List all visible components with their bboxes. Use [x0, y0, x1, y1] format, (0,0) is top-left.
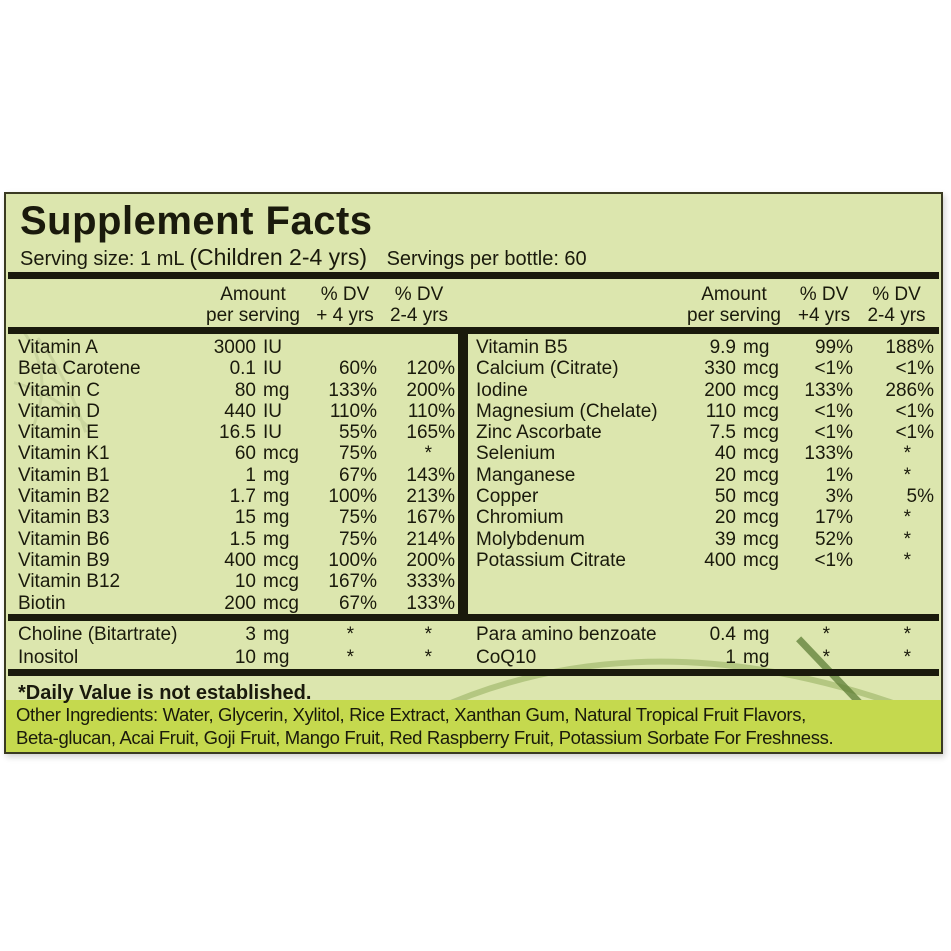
nutrient-dv-2-4yrs: 213% [406, 486, 455, 508]
spacer [468, 284, 676, 326]
nutrient-row [10, 550, 458, 571]
nutrient-dv-2-4yrs [380, 337, 458, 358]
nutrient-dv-2-4yrs: 143% [406, 464, 455, 486]
nutrient-amount: 7.5 [709, 422, 736, 444]
amount-header [196, 284, 310, 326]
nutrient-name: Vitamin A [18, 337, 98, 358]
nutrient-amount: 1.5 [229, 528, 256, 550]
nutrient-dv-2-4yrs: 5% [906, 486, 934, 508]
nutrient-amount: 3000 [213, 337, 256, 358]
nutrient-row [468, 358, 937, 379]
nutrient-name: Selenium [476, 443, 556, 465]
dv-2-4-header-line2: 2-4 yrs [867, 305, 926, 326]
nutrient-name: Vitamin K1 [18, 443, 110, 465]
nutrient-name: Vitamin B5 [476, 337, 568, 358]
nutrient-amount: 330 [704, 358, 736, 380]
nutrient-table-lower [6, 621, 941, 669]
nutrient-table-upper-right [468, 334, 937, 614]
nutrient-name: Vitamin B1 [18, 464, 110, 486]
nutrient-row [10, 647, 458, 670]
nutrient-dv-plus4yrs: 55% [338, 422, 377, 444]
other-ingredients-line1: Other Ingredients: Water, Glycerin, Xylitol, Rice Extract, Xanthan Gum, Natural Tropical Fruit Flavors, [16, 704, 806, 725]
nutrient-dv-plus4yrs: * [822, 646, 830, 668]
nutrient-dv-plus4yrs: 167% [328, 571, 377, 593]
nutrient-amount: 400 [224, 549, 256, 571]
nutrient-unit: mg [743, 646, 770, 668]
nutrient-amount: 3 [245, 624, 256, 645]
rule-below-upper-table [8, 614, 939, 621]
nutrient-unit: mcg [743, 549, 779, 571]
nutrient-name: Inositol [18, 646, 79, 668]
rule-below-headers [8, 327, 939, 334]
dv-plus4-header-line2: +4 yrs [797, 305, 851, 326]
nutrient-dv-plus4yrs: * [822, 624, 830, 645]
dv-plus4-header [792, 284, 856, 326]
nutrient-unit: mg [263, 486, 290, 508]
dv-plus4-header-line1: % DV [320, 284, 370, 305]
nutrient-row [468, 443, 937, 464]
column-gap [458, 621, 468, 669]
rule-below-serving [8, 272, 939, 279]
nutrient-row [10, 358, 458, 379]
column-divider [458, 334, 468, 614]
serving-size-text: Serving size: 1 mL [20, 248, 184, 270]
nutrient-dv-plus4yrs: <1% [814, 549, 853, 571]
nutrient-unit: IU [263, 422, 282, 444]
nutrient-dv-2-4yrs: 133% [406, 592, 455, 614]
amount-header-line2: per serving [687, 305, 781, 326]
column-headers-left [10, 281, 458, 326]
other-ingredients-band [6, 700, 941, 752]
nutrient-amount: 60 [234, 443, 256, 465]
nutrient-dv-2-4yrs: 188% [885, 337, 934, 358]
rule-below-lower-table [8, 669, 939, 676]
nutrient-dv-2-4yrs: <1% [895, 358, 934, 380]
nutrient-name: CoQ10 [476, 646, 537, 668]
nutrient-name: Vitamin B3 [18, 507, 110, 529]
nutrient-row [468, 422, 937, 443]
nutrient-dv-2-4yrs: 165% [406, 422, 455, 444]
nutrient-row [468, 337, 937, 358]
nutrient-dv-plus4yrs: 100% [328, 486, 377, 508]
nutrient-name: Magnesium (Chelate) [476, 400, 658, 422]
nutrient-row [468, 465, 937, 486]
nutrient-name: Molybdenum [476, 528, 585, 550]
nutrient-dv-2-4yrs: <1% [895, 422, 934, 444]
dv-2-4-header [380, 284, 458, 326]
nutrient-amount: 80 [234, 379, 256, 401]
amount-header [676, 284, 792, 326]
nutrient-dv-plus4yrs: 3% [825, 486, 853, 508]
nutrient-row [468, 550, 937, 571]
nutrient-unit: mcg [743, 358, 779, 380]
nutrient-name: Copper [476, 486, 539, 508]
nutrient-name: Vitamin D [18, 400, 101, 422]
nutrient-dv-plus4yrs: 52% [814, 528, 853, 550]
nutrient-unit: mcg [743, 528, 779, 550]
nutrient-name: Beta Carotene [18, 358, 141, 380]
nutrient-dv-plus4yrs: <1% [814, 358, 853, 380]
nutrient-dv-2-4yrs: * [424, 646, 432, 668]
column-header-row [10, 284, 458, 326]
other-ingredients-line2: Beta-glucan, Acai Fruit, Goji Fruit, Mango Fruit, Red Raspberry Fruit, Potassium Sorbate For Freshness. [16, 727, 834, 748]
nutrient-dv-2-4yrs: * [903, 624, 911, 645]
nutrient-row [468, 507, 937, 528]
nutrient-dv-2-4yrs: 110% [407, 400, 455, 422]
nutrient-row [10, 337, 458, 358]
nutrient-row [468, 624, 937, 647]
nutrient-row [10, 571, 458, 592]
nutrient-table-lower-left [10, 621, 458, 669]
nutrient-dv-plus4yrs [310, 337, 380, 358]
nutrient-name: Vitamin B9 [18, 549, 110, 571]
nutrient-dv-2-4yrs: * [424, 624, 432, 645]
nutrient-amount: 16.5 [219, 422, 256, 444]
nutrient-name: Vitamin C [18, 379, 101, 401]
nutrient-dv-plus4yrs: * [346, 624, 354, 645]
nutrient-dv-2-4yrs: 214% [406, 528, 455, 550]
dv-plus4-header [310, 284, 380, 326]
nutrient-row [10, 465, 458, 486]
nutrient-dv-plus4yrs: 75% [338, 507, 377, 529]
nutrient-unit: mg [263, 528, 290, 550]
nutrient-dv-2-4yrs: * [903, 464, 911, 486]
nutrient-dv-plus4yrs: <1% [814, 422, 853, 444]
nutrient-dv-plus4yrs: 99% [814, 337, 853, 358]
nutrient-dv-2-4yrs: * [903, 443, 911, 465]
dv-plus4-header-line1: % DV [799, 284, 849, 305]
nutrient-unit: mcg [743, 443, 779, 465]
nutrient-row [10, 401, 458, 422]
nutrient-dv-plus4yrs: 17% [814, 507, 853, 529]
nutrient-name: Vitamin B6 [18, 528, 110, 550]
column-header-band [6, 279, 941, 327]
nutrient-row [10, 529, 458, 550]
nutrient-row [10, 380, 458, 401]
nutrient-amount: 39 [714, 528, 736, 550]
nutrient-dv-2-4yrs: 333% [406, 571, 455, 593]
nutrient-row [10, 624, 458, 647]
nutrient-row [468, 380, 937, 401]
nutrient-amount: 20 [714, 507, 736, 529]
nutrient-name: Vitamin B2 [18, 486, 110, 508]
nutrient-row [468, 401, 937, 422]
nutrient-dv-plus4yrs: 133% [804, 379, 853, 401]
nutrient-name: Vitamin B12 [18, 571, 121, 593]
nutrient-table-upper-left [10, 334, 458, 614]
column-headers-right [468, 281, 937, 326]
nutrient-name: Zinc Ascorbate [476, 422, 602, 444]
nutrient-dv-2-4yrs: * [903, 528, 911, 550]
nutrient-name: Potassium Citrate [476, 549, 626, 571]
nutrient-amount: 40 [714, 443, 736, 465]
nutrient-amount: 400 [704, 549, 736, 571]
nutrient-name: Calcium (Citrate) [476, 358, 619, 380]
panel-title: Supplement Facts [20, 199, 373, 243]
nutrient-dv-plus4yrs: <1% [814, 400, 853, 422]
nutrient-unit: mcg [743, 422, 779, 444]
nutrient-unit: mcg [743, 464, 779, 486]
nutrient-amount: 1.7 [229, 486, 256, 508]
nutrient-name: Iodine [476, 379, 528, 401]
nutrient-amount: 440 [224, 400, 256, 422]
nutrient-unit: IU [263, 337, 282, 358]
nutrient-amount: 9.9 [709, 337, 736, 358]
nutrient-unit: mcg [263, 571, 299, 593]
nutrient-unit: mcg [743, 400, 779, 422]
nutrient-dv-plus4yrs: * [346, 646, 354, 668]
nutrient-unit: IU [263, 358, 282, 380]
nutrient-dv-plus4yrs: 110% [329, 400, 377, 422]
nutrient-dv-2-4yrs: 200% [406, 549, 455, 571]
nutrient-row [10, 486, 458, 507]
nutrient-dv-2-4yrs: 286% [885, 379, 934, 401]
nutrient-unit: mg [263, 507, 290, 529]
nutrient-table-upper [6, 334, 941, 614]
nutrient-amount: 1 [725, 646, 736, 668]
supplement-facts-panel [4, 192, 943, 754]
amount-header-line1: Amount [701, 284, 767, 305]
nutrient-dv-2-4yrs: 167% [406, 507, 455, 529]
nutrient-unit: IU [263, 400, 282, 422]
amount-header-line1: Amount [220, 284, 286, 305]
nutrient-amount: 110 [705, 400, 736, 422]
nutrient-dv-plus4yrs: 60% [338, 358, 377, 380]
dv-2-4-header [856, 284, 937, 326]
nutrient-name: Biotin [18, 592, 66, 614]
spacer [10, 284, 196, 326]
nutrient-unit: mcg [743, 486, 779, 508]
dv-2-4-header-line2: 2-4 yrs [389, 305, 449, 326]
nutrient-row [468, 647, 937, 670]
nutrient-table-lower-right [468, 621, 937, 669]
nutrient-dv-plus4yrs: 133% [804, 443, 853, 465]
amount-header-line2: per serving [206, 305, 300, 326]
nutrient-row [10, 443, 458, 464]
nutrient-dv-2-4yrs: 120% [406, 358, 455, 380]
nutrient-unit: mg [743, 337, 770, 358]
nutrient-unit: mg [743, 624, 770, 645]
nutrient-dv-2-4yrs: * [903, 549, 911, 571]
nutrient-dv-plus4yrs: 100% [328, 549, 377, 571]
dv-plus4-header-line2: + 4 yrs [316, 305, 374, 326]
nutrient-row [468, 486, 937, 507]
nutrient-dv-plus4yrs: 75% [338, 528, 377, 550]
nutrient-unit: mg [263, 379, 290, 401]
nutrient-dv-2-4yrs: <1% [895, 400, 934, 422]
dv-2-4-header-line1: % DV [872, 284, 921, 305]
nutrient-name: Vitamin E [18, 422, 99, 444]
nutrient-row [10, 507, 458, 528]
panel-content [6, 194, 941, 705]
nutrient-amount: 15 [234, 507, 256, 529]
servings-per-bottle-text: Servings per bottle: 60 [386, 248, 587, 270]
nutrient-row [468, 529, 937, 550]
nutrient-amount: 10 [234, 571, 256, 593]
nutrient-name: Chromium [476, 507, 564, 529]
nutrient-amount: 20 [714, 464, 736, 486]
nutrient-dv-plus4yrs: 1% [825, 464, 853, 486]
nutrient-amount: 0.1 [229, 358, 256, 380]
nutrient-unit: mg [263, 646, 290, 668]
nutrient-dv-2-4yrs: 200% [406, 379, 455, 401]
nutrient-dv-plus4yrs: 67% [338, 464, 377, 486]
nutrient-name: Para amino benzoate [476, 624, 657, 645]
nutrient-amount: 10 [234, 646, 256, 668]
nutrient-amount: 1 [245, 464, 256, 486]
nutrient-unit: mg [263, 464, 290, 486]
column-header-row [468, 284, 937, 326]
nutrient-row [10, 593, 458, 614]
nutrient-dv-plus4yrs: 75% [338, 443, 377, 465]
nutrient-dv-2-4yrs: * [903, 507, 911, 529]
nutrient-unit: mcg [263, 592, 299, 614]
nutrient-amount: 0.4 [709, 624, 736, 645]
nutrient-name: Choline (Bitartrate) [18, 624, 178, 645]
nutrient-amount: 200 [704, 379, 736, 401]
panel-header [6, 194, 941, 272]
serving-audience-text: (Children 2-4 yrs) [189, 244, 367, 270]
dv-2-4-header-line1: % DV [394, 284, 444, 305]
nutrient-dv-2-4yrs: * [903, 646, 911, 668]
nutrient-row [10, 422, 458, 443]
nutrient-dv-plus4yrs: 67% [338, 592, 377, 614]
nutrient-unit: mcg [263, 549, 299, 571]
nutrient-amount: 50 [714, 486, 736, 508]
nutrient-unit: mcg [263, 443, 299, 465]
nutrient-name: Manganese [476, 464, 576, 486]
nutrient-amount: 200 [224, 592, 256, 614]
nutrient-dv-plus4yrs: 133% [328, 379, 377, 401]
nutrient-unit: mg [263, 624, 290, 645]
nutrient-unit: mcg [743, 507, 779, 529]
column-gap [458, 281, 468, 326]
daily-value-footnote: *Daily Value is not established. [18, 682, 312, 704]
serving-info [20, 244, 931, 272]
nutrient-dv-2-4yrs: * [424, 443, 432, 465]
nutrient-unit: mcg [743, 379, 779, 401]
